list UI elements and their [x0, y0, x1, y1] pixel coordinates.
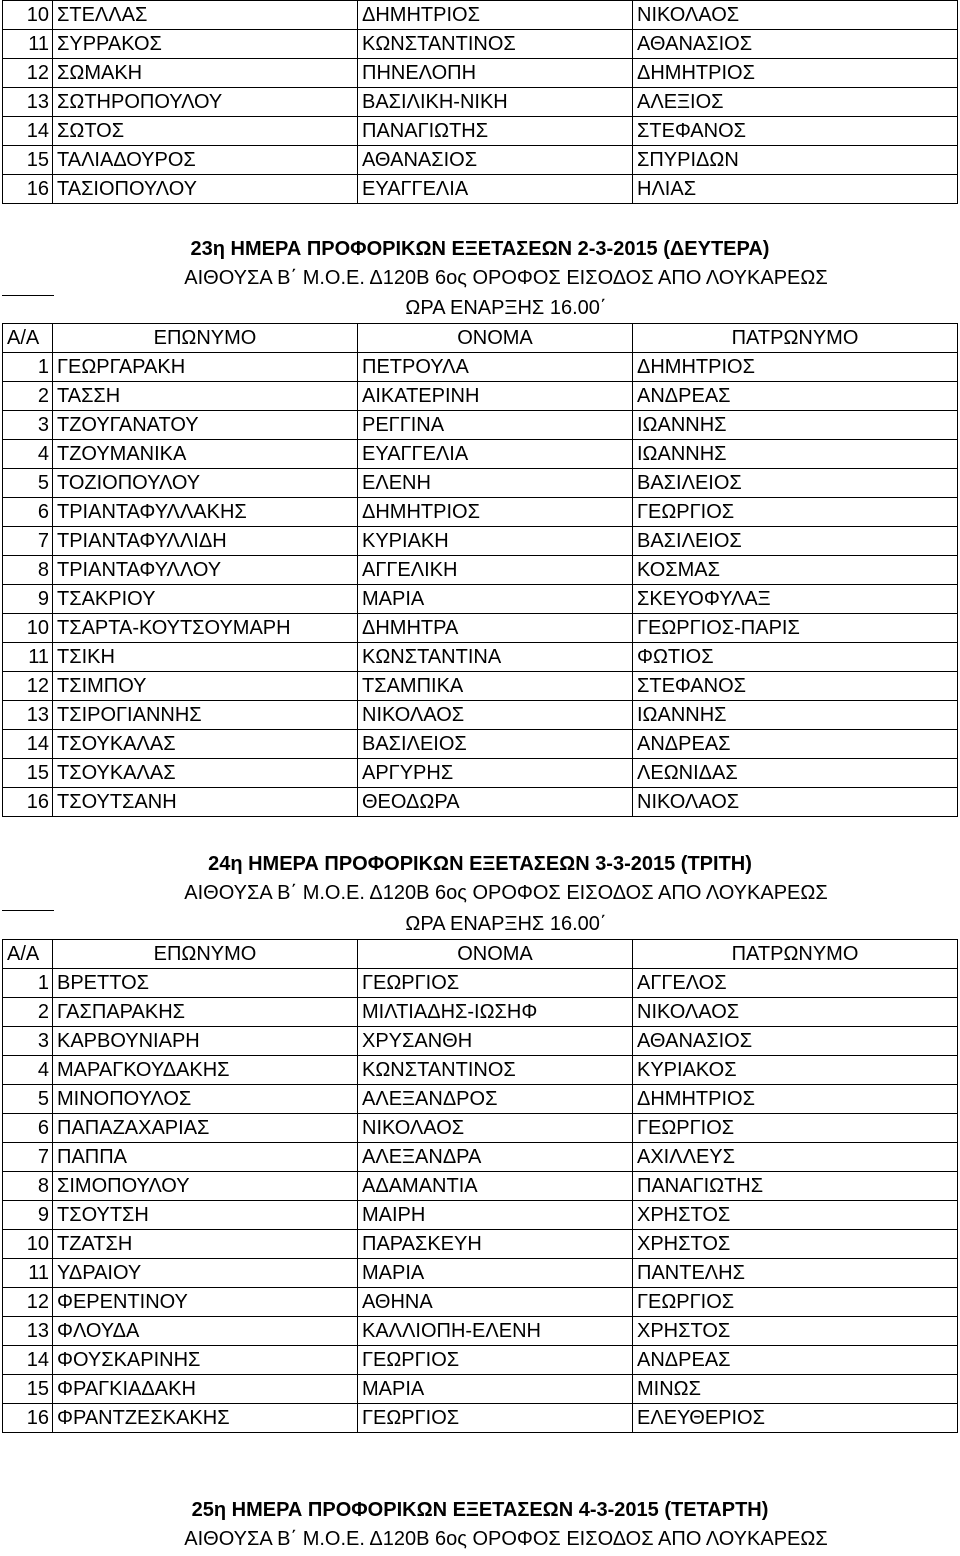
- row-number: 1: [3, 353, 53, 382]
- row-name: ΚΩΝΣΤΑΝΤΙΝΟΣ: [358, 30, 633, 59]
- header-father: ΠΑΤΡΩΝΥΜΟ: [633, 324, 958, 353]
- table-row: [3, 1259, 958, 1288]
- table-row: [3, 730, 958, 759]
- section23-time: ΩΡΑ ΕΝΑΡΞΗΣ 16.00΄: [405, 297, 607, 319]
- row-number: 5: [3, 1085, 53, 1114]
- row-surname: ΣΙΜΟΠΟΥΛΟΥ: [53, 1172, 358, 1201]
- row-surname: ΤΟΖΙΟΠΟΥΛΟΥ: [53, 469, 358, 498]
- table-row: [3, 440, 958, 469]
- row-surname: ΚΑΡΒΟΥΝΙΑΡΗ: [53, 1027, 358, 1056]
- row-name: ΜΑΡΙΑ: [358, 585, 633, 614]
- row-surname: ΤΣΟΥΚΑΛΑΣ: [53, 730, 358, 759]
- section23-table: [2, 323, 958, 817]
- row-number: 12: [3, 1288, 53, 1317]
- row-surname: ΤΑΣΙΟΠΟΥΛΟΥ: [53, 175, 358, 204]
- row-name: ΔΗΜΗΤΡΙΟΣ: [358, 1, 633, 30]
- row-number: 2: [3, 382, 53, 411]
- row-surname: ΤΖΟΥΓΑΝΑΤΟΥ: [53, 411, 358, 440]
- row-father-name: ΙΩΑΝΝΗΣ: [633, 411, 958, 440]
- row-name: ΔΗΜΗΤΡΑ: [358, 614, 633, 643]
- table-row: [3, 643, 958, 672]
- row-father-name: ΓΕΩΡΓΙΟΣ-ΠΑΡΙΣ: [633, 614, 958, 643]
- row-name: ΑΘΗΝΑ: [358, 1288, 633, 1317]
- row-number: 11: [3, 30, 53, 59]
- section24-room: ΑΙΘΟΥΣΑ Β΄ Μ.Ο.Ε. Δ120Β 6ος ΟΡΟΦΟΣ ΕΙΣΟΔΟΣ ΑΠΟ ΛΟΥΚΑΡΕΩΣ: [184, 882, 828, 904]
- row-number: 13: [3, 1317, 53, 1346]
- row-father-name: ΓΕΩΡΓΙΟΣ: [633, 1114, 958, 1143]
- table-row: [3, 498, 958, 527]
- row-number: 3: [3, 1027, 53, 1056]
- row-name: ΕΥΑΓΓΕΛΙΑ: [358, 175, 633, 204]
- row-father-name: ΔΗΜΗΤΡΙΟΣ: [633, 59, 958, 88]
- header-name: ΟΝΟΜΑ: [358, 940, 633, 969]
- table-row: [3, 353, 958, 382]
- row-name: ΒΑΣΙΛΙΚΗ-ΝΙΚΗ: [358, 88, 633, 117]
- row-name: ΑΡΓΥΡΗΣ: [358, 759, 633, 788]
- row-number: 14: [3, 730, 53, 759]
- row-father-name: ΑΘΑΝΑΣΙΟΣ: [633, 30, 958, 59]
- row-surname: ΜΙΝΟΠΟΥΛΟΣ: [53, 1085, 358, 1114]
- row-name: ΤΣΑΜΠΙΚΑ: [358, 672, 633, 701]
- row-number: 6: [3, 1114, 53, 1143]
- table-row: [3, 556, 958, 585]
- row-surname: ΤΣΙΡΟΓΙΑΝΝΗΣ: [53, 701, 358, 730]
- row-number: 16: [3, 1404, 53, 1433]
- row-father-name: ΒΑΣΙΛΕΙΟΣ: [633, 527, 958, 556]
- row-father-name: ΑΝΔΡΕΑΣ: [633, 730, 958, 759]
- row-number: 13: [3, 88, 53, 117]
- row-number: 5: [3, 469, 53, 498]
- row-name: ΕΛΕΝΗ: [358, 469, 633, 498]
- section23-room: ΑΙΘΟΥΣΑ Β΄ Μ.Ο.Ε. Δ120Β 6ος ΟΡΟΦΟΣ ΕΙΣΟΔΟΣ ΑΠΟ ΛΟΥΚΑΡΕΩΣ: [184, 267, 828, 289]
- row-surname: ΤΣΙΚΗ: [53, 643, 358, 672]
- row-number: 2: [3, 998, 53, 1027]
- row-name: ΓΕΩΡΓΙΟΣ: [358, 1346, 633, 1375]
- row-number: 7: [3, 527, 53, 556]
- row-father-name: ΝΙΚΟΛΑΟΣ: [633, 788, 958, 817]
- row-surname: ΤΣΟΥΚΑΛΑΣ: [53, 759, 358, 788]
- row-surname: ΜΑΡΑΓΚΟΥΔΑΚΗΣ: [53, 1056, 358, 1085]
- table-row: [3, 788, 958, 817]
- row-father-name: ΓΕΩΡΓΙΟΣ: [633, 1288, 958, 1317]
- section25-title: 25η ΗΜΕΡΑ ΠΡΟΦΟΡΙΚΩΝ ΕΞΕΤΑΣΕΩΝ 4-3-2015 (ΤΕΤΑΡΤΗ): [191, 1499, 769, 1521]
- table-row: [3, 1317, 958, 1346]
- row-number: 11: [3, 643, 53, 672]
- table-row: [3, 1404, 958, 1433]
- table-row: [3, 411, 958, 440]
- header-aa: Α/Α: [3, 940, 53, 969]
- row-name: ΑΘΑΝΑΣΙΟΣ: [358, 146, 633, 175]
- table-row: [3, 701, 958, 730]
- row-name: ΑΓΓΕΛΙΚΗ: [358, 556, 633, 585]
- row-number: 13: [3, 701, 53, 730]
- table-row: [3, 1114, 958, 1143]
- row-surname: ΤΡΙΑΝΤΑΦΥΛΛΑΚΗΣ: [53, 498, 358, 527]
- row-name: ΑΔΑΜΑΝΤΙΑ: [358, 1172, 633, 1201]
- section24-time: ΩΡΑ ΕΝΑΡΞΗΣ 16.00΄: [405, 913, 607, 935]
- row-father-name: ΣΤΕΦΑΝΟΣ: [633, 672, 958, 701]
- table-row: [3, 1056, 958, 1085]
- row-surname: ΦΡΑΝΤΖΕΣΚΑΚΗΣ: [53, 1404, 358, 1433]
- row-number: 10: [3, 614, 53, 643]
- row-father-name: ΦΩΤΙΟΣ: [633, 643, 958, 672]
- top-table: [2, 0, 958, 204]
- row-father-name: ΧΡΗΣΤΟΣ: [633, 1317, 958, 1346]
- table-row: [3, 88, 958, 117]
- section24-table-body: [3, 969, 958, 1433]
- row-name: ΚΥΡΙΑΚΗ: [358, 527, 633, 556]
- header-aa: Α/Α: [3, 324, 53, 353]
- section23-table-body: [3, 353, 958, 817]
- row-father-name: ΑΓΓΕΛΟΣ: [633, 969, 958, 998]
- table-row: [3, 1375, 958, 1404]
- table-row: [3, 117, 958, 146]
- row-name: ΓΕΩΡΓΙΟΣ: [358, 969, 633, 998]
- row-number: 15: [3, 146, 53, 175]
- row-surname: ΤΣΟΥΤΣΗ: [53, 1201, 358, 1230]
- row-surname: ΠΑΠΠΑ: [53, 1143, 358, 1172]
- row-surname: ΣΩΤΟΣ: [53, 117, 358, 146]
- table-header-row: [3, 324, 958, 353]
- row-surname: ΤΣΑΡΤΑ-ΚΟΥΤΣΟΥΜΑΡΗ: [53, 614, 358, 643]
- row-father-name: ΑΛΕΞΙΟΣ: [633, 88, 958, 117]
- row-number: 10: [3, 1230, 53, 1259]
- section24-title: 24η ΗΜΕΡΑ ΠΡΟΦΟΡΙΚΩΝ ΕΞΕΤΑΣΕΩΝ 3-3-2015 (ΤΡΙΤΗ): [208, 853, 752, 875]
- row-name: ΜΙΛΤΙΑΔΗΣ-ΙΩΣΗΦ: [358, 998, 633, 1027]
- row-surname: ΤΡΙΑΝΤΑΦΥΛΛΟΥ: [53, 556, 358, 585]
- row-number: 15: [3, 759, 53, 788]
- row-father-name: ΝΙΚΟΛΑΟΣ: [633, 1, 958, 30]
- table-row: [3, 759, 958, 788]
- row-surname: ΥΔΡΑΙΟΥ: [53, 1259, 358, 1288]
- table-row: [3, 1, 958, 30]
- row-father-name: ΚΟΣΜΑΣ: [633, 556, 958, 585]
- row-surname: ΤΣΙΜΠΟΥ: [53, 672, 358, 701]
- table-row: [3, 175, 958, 204]
- row-father-name: ΙΩΑΝΝΗΣ: [633, 440, 958, 469]
- row-name: ΠΑΡΑΣΚΕΥΗ: [358, 1230, 633, 1259]
- row-father-name: ΝΙΚΟΛΑΟΣ: [633, 998, 958, 1027]
- row-surname: ΓΕΩΡΓΑΡΑΚΗ: [53, 353, 358, 382]
- row-name: ΜΑΙΡΗ: [358, 1201, 633, 1230]
- table-row: [3, 672, 958, 701]
- row-name: ΠΑΝΑΓΙΩΤΗΣ: [358, 117, 633, 146]
- table-row: [3, 969, 958, 998]
- row-surname: ΒΡΕΤΤΟΣ: [53, 969, 358, 998]
- table-row: [3, 1230, 958, 1259]
- row-name: ΘΕΟΔΩΡΑ: [358, 788, 633, 817]
- row-surname: ΣΩΜΑΚΗ: [53, 59, 358, 88]
- row-surname: ΤΣΑΚΡΙΟΥ: [53, 585, 358, 614]
- row-father-name: ΒΑΣΙΛΕΙΟΣ: [633, 469, 958, 498]
- table-row: [3, 146, 958, 175]
- row-number: 10: [3, 1, 53, 30]
- row-surname: ΤΖΑΤΣΗ: [53, 1230, 358, 1259]
- row-surname: ΤΣΟΥΤΣΑΝΗ: [53, 788, 358, 817]
- row-number: 1: [3, 969, 53, 998]
- section25-room: ΑΙΘΟΥΣΑ Β΄ Μ.Ο.Ε. Δ120Β 6ος ΟΡΟΦΟΣ ΕΙΣΟΔΟΣ ΑΠΟ ΛΟΥΚΑΡΕΩΣ: [184, 1528, 828, 1550]
- table-row: [3, 998, 958, 1027]
- row-surname: ΤΑΣΣΗ: [53, 382, 358, 411]
- row-surname: ΤΑΛΙΑΔΟΥΡΟΣ: [53, 146, 358, 175]
- row-name: ΜΑΡΙΑ: [358, 1259, 633, 1288]
- row-number: 8: [3, 1172, 53, 1201]
- row-name: ΠΗΝΕΛΟΠΗ: [358, 59, 633, 88]
- header-surname: ΕΠΩΝΥΜΟ: [53, 324, 358, 353]
- row-surname: ΓΑΣΠΑΡΑΚΗΣ: [53, 998, 358, 1027]
- row-surname: ΦΟΥΣΚΑΡΙΝΗΣ: [53, 1346, 358, 1375]
- row-name: ΔΗΜΗΤΡΙΟΣ: [358, 498, 633, 527]
- row-father-name: ΑΝΔΡΕΑΣ: [633, 382, 958, 411]
- row-name: ΚΩΝΣΤΑΝΤΙΝΟΣ: [358, 1056, 633, 1085]
- row-number: 9: [3, 585, 53, 614]
- row-name: ΧΡΥΣΑΝΘΗ: [358, 1027, 633, 1056]
- row-surname: ΠΑΠΑΖΑΧΑΡΙΑΣ: [53, 1114, 358, 1143]
- table-row: [3, 469, 958, 498]
- table-row: [3, 585, 958, 614]
- row-name: ΒΑΣΙΛΕΙΟΣ: [358, 730, 633, 759]
- table-row: [3, 1085, 958, 1114]
- row-surname: ΦΡΑΓΚΙΑΔΑΚΗ: [53, 1375, 358, 1404]
- table-header-row: [3, 940, 958, 969]
- row-father-name: ΧΡΗΣΤΟΣ: [633, 1201, 958, 1230]
- row-number: 7: [3, 1143, 53, 1172]
- section24-table: [2, 939, 958, 1433]
- row-father-name: ΗΛΙΑΣ: [633, 175, 958, 204]
- header-father: ΠΑΤΡΩΝΥΜΟ: [633, 940, 958, 969]
- section23-title: 23η ΗΜΕΡΑ ΠΡΟΦΟΡΙΚΩΝ ΕΞΕΤΑΣΕΩΝ 2-3-2015 (ΔΕΥΤΕΡΑ): [190, 238, 770, 260]
- row-father-name: ΙΩΑΝΝΗΣ: [633, 701, 958, 730]
- row-name: ΝΙΚΟΛΑΟΣ: [358, 1114, 633, 1143]
- row-father-name: ΛΕΩΝΙΔΑΣ: [633, 759, 958, 788]
- header-surname: ΕΠΩΝΥΜΟ: [53, 940, 358, 969]
- row-father-name: ΧΡΗΣΤΟΣ: [633, 1230, 958, 1259]
- row-number: 12: [3, 672, 53, 701]
- row-father-name: ΠΑΝΑΓΙΩΤΗΣ: [633, 1172, 958, 1201]
- table-row: [3, 1027, 958, 1056]
- row-number: 14: [3, 117, 53, 146]
- row-name: ΝΙΚΟΛΑΟΣ: [358, 701, 633, 730]
- row-number: 3: [3, 411, 53, 440]
- row-name: ΑΙΚΑΤΕΡΙΝΗ: [358, 382, 633, 411]
- row-father-name: ΣΤΕΦΑΝΟΣ: [633, 117, 958, 146]
- table-row: [3, 1172, 958, 1201]
- row-surname: ΤΡΙΑΝΤΑΦΥΛΛΙΔΗ: [53, 527, 358, 556]
- row-father-name: ΔΗΜΗΤΡΙΟΣ: [633, 353, 958, 382]
- row-father-name: ΑΘΑΝΑΣΙΟΣ: [633, 1027, 958, 1056]
- row-name: ΑΛΕΞΑΝΔΡΑ: [358, 1143, 633, 1172]
- table-row: [3, 30, 958, 59]
- row-father-name: ΕΛΕΥΘΕΡΙΟΣ: [633, 1404, 958, 1433]
- row-father-name: ΚΥΡΙΑΚΟΣ: [633, 1056, 958, 1085]
- row-surname: ΦΕΡΕΝΤΙΝΟΥ: [53, 1288, 358, 1317]
- row-number: 16: [3, 175, 53, 204]
- row-name: ΜΑΡΙΑ: [358, 1375, 633, 1404]
- row-number: 15: [3, 1375, 53, 1404]
- table-row: [3, 1201, 958, 1230]
- table-row: [3, 527, 958, 556]
- header-name: ΟΝΟΜΑ: [358, 324, 633, 353]
- row-name: ΑΛΕΞΑΝΔΡΟΣ: [358, 1085, 633, 1114]
- row-number: 11: [3, 1259, 53, 1288]
- row-surname: ΣΤΕΛΛΑΣ: [53, 1, 358, 30]
- table-row: [3, 1288, 958, 1317]
- row-surname: ΤΖΟΥΜΑΝΙΚΑ: [53, 440, 358, 469]
- row-number: 6: [3, 498, 53, 527]
- top-table-body: [3, 1, 958, 204]
- row-number: 14: [3, 1346, 53, 1375]
- table-row: [3, 382, 958, 411]
- row-surname: ΣΩΤΗΡΟΠΟΥΛΟΥ: [53, 88, 358, 117]
- row-father-name: ΣΠΥΡΙΔΩΝ: [633, 146, 958, 175]
- row-name: ΠΕΤΡΟΥΛΑ: [358, 353, 633, 382]
- table-row: [3, 59, 958, 88]
- row-name: ΕΥΑΓΓΕΛΙΑ: [358, 440, 633, 469]
- row-number: 4: [3, 1056, 53, 1085]
- row-number: 8: [3, 556, 53, 585]
- table-row: [3, 1143, 958, 1172]
- row-number: 4: [3, 440, 53, 469]
- row-name: ΚΑΛΛΙΟΠΗ-ΕΛΕΝΗ: [358, 1317, 633, 1346]
- table-row: [3, 1346, 958, 1375]
- row-surname: ΣΥΡΡΑΚΟΣ: [53, 30, 358, 59]
- row-number: 9: [3, 1201, 53, 1230]
- row-father-name: ΜΙΝΩΣ: [633, 1375, 958, 1404]
- row-father-name: ΣΚΕΥΟΦΥΛΑΞ: [633, 585, 958, 614]
- row-name: ΓΕΩΡΓΙΟΣ: [358, 1404, 633, 1433]
- row-number: 12: [3, 59, 53, 88]
- row-father-name: ΓΕΩΡΓΙΟΣ: [633, 498, 958, 527]
- row-name: ΚΩΝΣΤΑΝΤΙΝΑ: [358, 643, 633, 672]
- table-row: [3, 614, 958, 643]
- row-father-name: ΑΝΔΡΕΑΣ: [633, 1346, 958, 1375]
- row-father-name: ΠΑΝΤΕΛΗΣ: [633, 1259, 958, 1288]
- row-father-name: ΑΧΙΛΛΕΥΣ: [633, 1143, 958, 1172]
- row-name: ΡΕΓΓΙΝΑ: [358, 411, 633, 440]
- row-surname: ΦΛΟΥΔΑ: [53, 1317, 358, 1346]
- row-father-name: ΔΗΜΗΤΡΙΟΣ: [633, 1085, 958, 1114]
- row-number: 16: [3, 788, 53, 817]
